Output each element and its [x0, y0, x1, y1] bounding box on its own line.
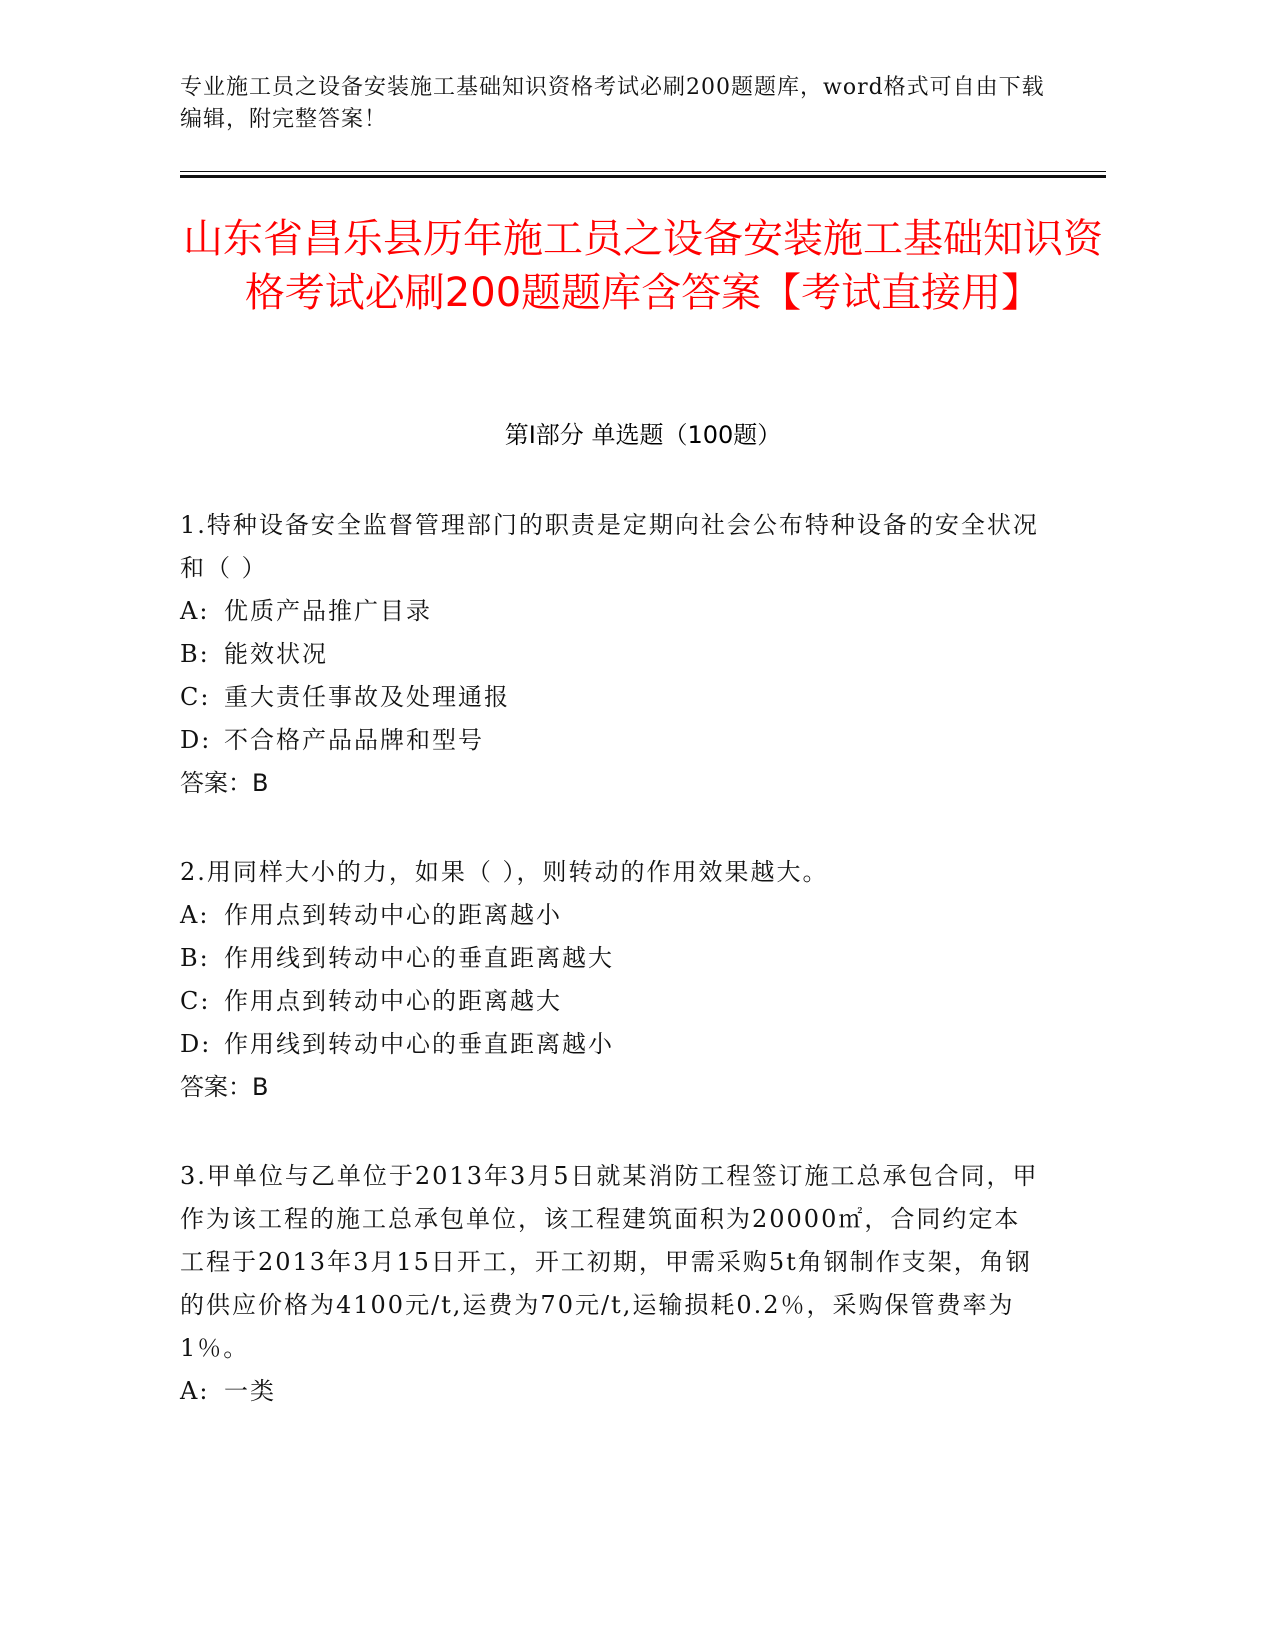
- option-text: 不合格产品品牌和型号: [224, 726, 484, 754]
- question-stem: 1.特种设备安全监督管理部门的职责是定期向社会公布特种设备的安全状况和（ ）: [180, 511, 1039, 582]
- option-label: D:: [180, 1030, 212, 1058]
- option-label: C:: [180, 683, 211, 711]
- option-text: 作用线到转动中心的垂直距离越大: [224, 944, 614, 972]
- option-label: A:: [180, 1377, 210, 1405]
- header-divider-thin: [180, 171, 1106, 172]
- answer-label: 答案：: [180, 1073, 252, 1101]
- question-option: [180, 894, 1040, 937]
- question-stem: 2.用同样大小的力，如果（ ），则转动的作用效果越大。: [180, 858, 829, 886]
- question-option: [180, 633, 1040, 676]
- option-text: 一类: [224, 1377, 276, 1405]
- option-text: 作用点到转动中心的距离越小: [224, 901, 562, 929]
- option-label: A:: [180, 901, 210, 929]
- option-label: B:: [180, 944, 210, 972]
- option-text: 能效状况: [224, 640, 328, 668]
- question-stem: 3.甲单位与乙单位于2013年3月5日就某消防工程签订施工总承包合同，甲作为该工程的施工总承包单位，该工程建筑面积为20000㎡，合同约定本工程于2013年3月15日开工，开工初期，甲需采购5t角钢制作支架，角钢的供应价格为4100元/t,运费为70元/t,运输损耗0.2％，采购保管费率为1％。: [180, 1162, 1039, 1362]
- option-label: C:: [180, 987, 211, 1015]
- question-item: [180, 1155, 1040, 1413]
- section-heading: 第Ⅰ部分 单选题（100题）: [504, 421, 782, 449]
- question-option: [180, 980, 1040, 1023]
- answer-label: 答案：: [180, 769, 252, 797]
- question-option: [180, 676, 1040, 719]
- answer-value: B: [252, 1073, 269, 1101]
- question-option: [180, 937, 1040, 980]
- question-option: [180, 590, 1040, 633]
- question-item: [180, 851, 1040, 1109]
- header-divider-thick: [180, 175, 1106, 178]
- answer-line: [180, 1066, 1040, 1109]
- question-item: [180, 504, 1040, 805]
- answer-line: [180, 762, 1040, 805]
- question-option: [180, 719, 1040, 762]
- header-note: 专业施工员之设备安装施工基础知识资格考试必刷200题题库，word格式可自由下载编辑，附完整答案！: [180, 75, 1045, 132]
- option-text: 重大责任事故及处理通报: [224, 683, 510, 711]
- option-text: 优质产品推广目录: [224, 597, 432, 625]
- option-label: D:: [180, 726, 212, 754]
- option-label: B:: [180, 640, 210, 668]
- answer-value: B: [252, 769, 269, 797]
- option-label: A:: [180, 597, 210, 625]
- option-text: 作用点到转动中心的距离越大: [224, 987, 562, 1015]
- question-option: [180, 1370, 1040, 1413]
- question-list: [180, 504, 1040, 1459]
- document-title: 山东省昌乐县历年施工员之设备安装施工基础知识资格考试必刷200题题库含答案【考试直接用】: [183, 216, 1103, 316]
- question-option: [180, 1023, 1040, 1066]
- option-text: 作用线到转动中心的垂直距离越小: [224, 1030, 614, 1058]
